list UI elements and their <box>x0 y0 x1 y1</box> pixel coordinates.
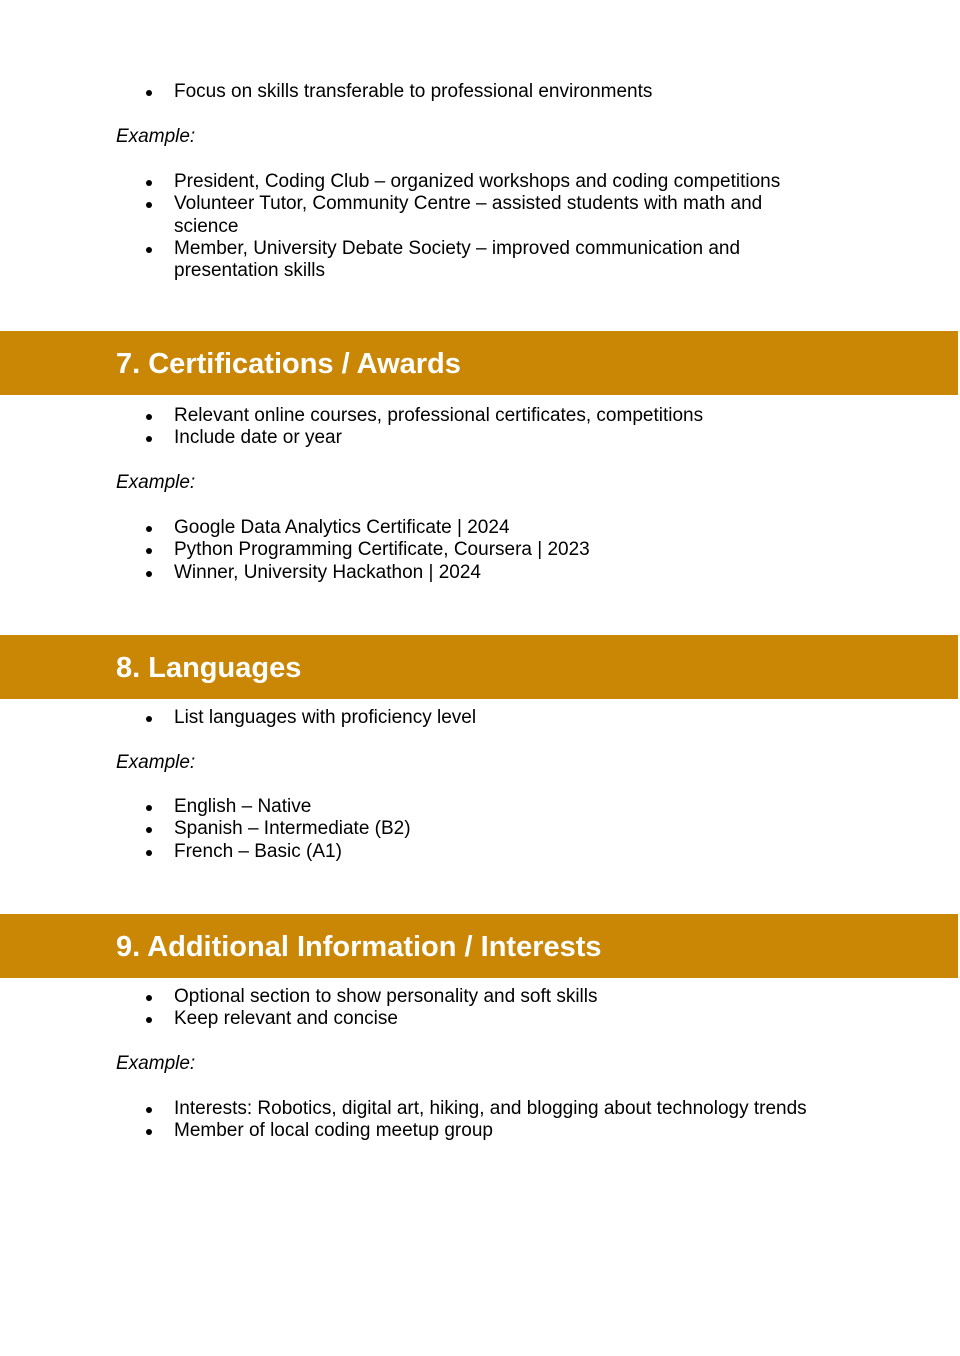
list-item: Include date or year <box>0 427 960 449</box>
section-guidelines <box>0 405 960 450</box>
section-guidelines <box>0 707 960 729</box>
section-examples <box>0 796 960 863</box>
list-item: Spanish – Intermediate (B2) <box>0 818 960 840</box>
bullet-icon <box>146 180 152 186</box>
bullet-icon <box>146 436 152 442</box>
guideline-list <box>0 405 960 450</box>
example-label: Example: <box>116 126 196 147</box>
bullet-icon <box>146 716 152 722</box>
list-item: List languages with proficiency level <box>0 707 960 729</box>
section-banner <box>0 331 958 395</box>
list-item: Member, University Debate Society – improved communication and presentation skills <box>0 238 960 283</box>
bullet-icon <box>146 1129 152 1135</box>
example-label: Example: <box>116 472 196 493</box>
list-item: Interests: Robotics, digital art, hiking, and blogging about technology trends <box>0 1098 960 1120</box>
bullet-icon <box>146 414 152 420</box>
list-item: Optional section to show personality and soft skills <box>0 986 960 1008</box>
example-list <box>0 796 960 863</box>
list-item: Google Data Analytics Certificate | 2024 <box>0 517 960 539</box>
bullet-icon <box>146 1017 152 1023</box>
list-item: Relevant online courses, professional certificates, competitions <box>0 405 960 427</box>
bullet-icon <box>146 202 152 208</box>
intro-examples <box>0 171 960 282</box>
example-label: Example: <box>116 752 196 773</box>
bullet-icon <box>146 548 152 554</box>
section-heading: 8. Languages <box>116 652 302 684</box>
list-item: French – Basic (A1) <box>0 841 960 863</box>
example-list <box>0 1098 960 1143</box>
section-banner <box>0 635 958 699</box>
list-item: Keep relevant and concise <box>0 1008 960 1030</box>
bullet-icon <box>146 850 152 856</box>
bullet-icon <box>146 247 152 253</box>
guideline-list <box>0 707 960 729</box>
section-banner <box>0 914 958 978</box>
bullet-icon <box>146 805 152 811</box>
section-heading: 7. Certifications / Awards <box>116 348 461 380</box>
bullet-icon <box>146 526 152 532</box>
list-item: Member of local coding meetup group <box>0 1120 960 1142</box>
section-examples <box>0 1098 960 1143</box>
guideline-list <box>0 986 960 1031</box>
bullet-icon <box>146 90 152 96</box>
list-item: Volunteer Tutor, Community Centre – assisted students with math and science <box>0 193 960 238</box>
bullet-icon <box>146 827 152 833</box>
section-examples <box>0 517 960 584</box>
list-item: Python Programming Certificate, Coursera | 2023 <box>0 539 960 561</box>
bullet-icon <box>146 995 152 1001</box>
example-label: Example: <box>116 1053 196 1074</box>
list-item: Focus on skills transferable to professional environments <box>0 81 960 103</box>
list-item: English – Native <box>0 796 960 818</box>
bullet-icon <box>146 571 152 577</box>
intro-guidelines <box>0 81 960 103</box>
example-list <box>0 517 960 584</box>
bullet-icon <box>146 1107 152 1113</box>
section-heading: 9. Additional Information / Interests <box>116 931 602 963</box>
list-item: President, Coding Club – organized workshops and coding competitions <box>0 171 960 193</box>
section-guidelines <box>0 986 960 1031</box>
example-list <box>0 171 960 282</box>
list-item: Winner, University Hackathon | 2024 <box>0 562 960 584</box>
guideline-list <box>0 81 960 103</box>
